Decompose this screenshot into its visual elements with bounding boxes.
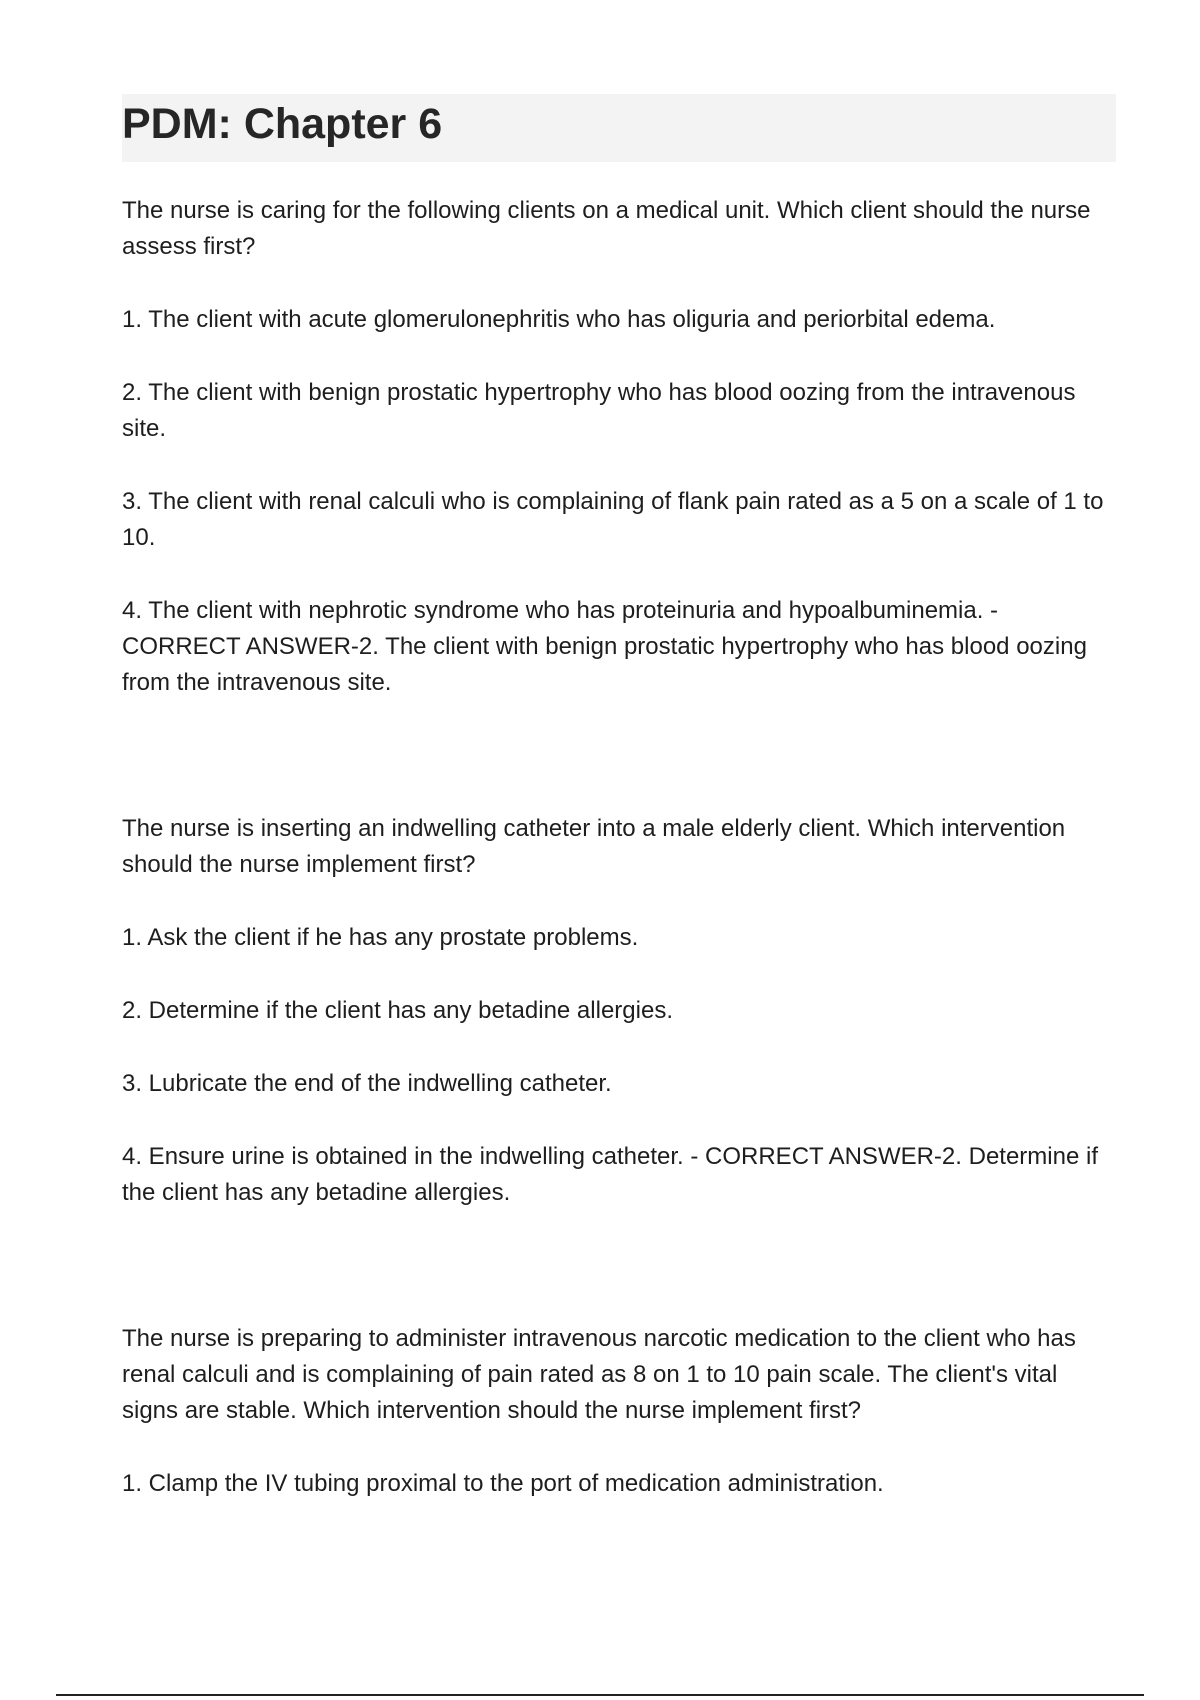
question-stem: The nurse is inserting an indwelling catheter into a male elderly client. Which intervention should the nurse implement first? (122, 815, 1066, 878)
document-body (122, 193, 1116, 1502)
page-bottom-divider (56, 1694, 1144, 1696)
answer-option: 1. The client with acute glomerulonephritis who has oliguria and periorbital edema. (122, 306, 996, 333)
answer-option: 3. The client with renal calculi who is complaining of flank pain rated as a 5 on a scale of 1 to 10. (122, 488, 1104, 551)
answer-option: 2. The client with benign prostatic hypertrophy who has blood oozing from the intravenous site. (122, 379, 1076, 442)
answer-option-with-correct-answer: 4. Ensure urine is obtained in the indwelling catheter. - CORRECT ANSWER-2. Determine if the client has any betadine allergies. (122, 1143, 1098, 1206)
answer-option-with-correct-answer: 4. The client with nephrotic syndrome who has proteinuria and hypoalbuminemia. - CORRECT ANSWER-2. The client with benign prostatic hypertrophy who has blood oozing from the intravenous site. (122, 597, 1087, 696)
answer-option: 2. Determine if the client has any betadine allergies. (122, 997, 673, 1024)
page-title: PDM: Chapter 6 (122, 100, 443, 148)
answer-option: 1. Clamp the IV tubing proximal to the port of medication administration. (122, 1470, 884, 1497)
answer-option: 1. Ask the client if he has any prostate problems. (122, 924, 639, 951)
question-stem: The nurse is caring for the following clients on a medical unit. Which client should the nurse assess first? (122, 197, 1091, 260)
answer-option: 3. Lubricate the end of the indwelling catheter. (122, 1070, 612, 1097)
question-stem: The nurse is preparing to administer intravenous narcotic medication to the client who has renal calculi and is complaining of pain rated as 8 on 1 to 10 pain scale. The client's vital signs are stable. Which intervention should the nurse implement first? (122, 1325, 1076, 1424)
